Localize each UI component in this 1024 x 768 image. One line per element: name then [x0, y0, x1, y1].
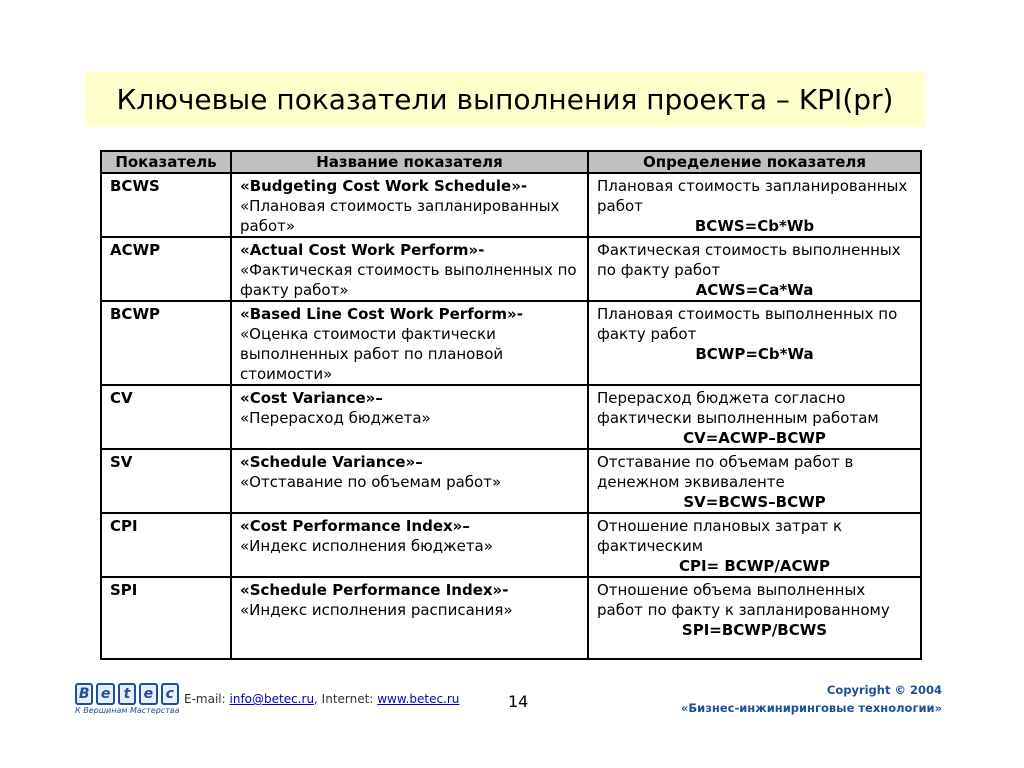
slide-title-box — [85, 72, 925, 127]
indicator-name — [231, 385, 588, 449]
indicator-name-ru: «Фактическая стоимость выполненных по факту работ» — [240, 261, 577, 299]
indicator-name-ru: «Индекс исполнения расписания» — [240, 601, 513, 619]
email-link[interactable]: info@betec.ru — [229, 692, 315, 706]
logo-letter: e — [96, 683, 114, 705]
definition-text: Отношение объема выполненных работ по факту к запланированному — [597, 581, 890, 619]
indicator-definition — [588, 173, 921, 237]
definition-text: Плановая стоимость выполненных по факту работ — [597, 305, 898, 343]
table-row — [101, 513, 921, 577]
indicator-name-en: «Budgeting Cost Work Schedule»- — [240, 177, 528, 195]
indicator-code: BCWP — [101, 301, 231, 385]
definition-formula: BCWP=Cb*Wa — [695, 345, 814, 363]
indicator-name-en: «Cost Performance Index»– — [240, 517, 470, 535]
definition-formula: CV=ACWP–BCWP — [683, 429, 826, 447]
indicator-definition — [588, 449, 921, 513]
header-definition: Определение показателя — [588, 151, 921, 173]
header-name: Название показателя — [231, 151, 588, 173]
betec-logo — [75, 683, 179, 713]
indicator-name-en: «Cost Variance»– — [240, 389, 383, 407]
indicator-name-ru: «Перерасход бюджета» — [240, 409, 431, 427]
copyright — [681, 681, 942, 717]
indicator-code: CPI — [101, 513, 231, 577]
indicator-name-ru: «Отставание по объемам работ» — [240, 473, 502, 491]
indicator-name — [231, 173, 588, 237]
indicator-name-ru: «Плановая стоимость запланированных работ» — [240, 197, 560, 235]
indicator-name-ru: «Оценка стоимости фактически выполненных работ по плановой стоимости» — [240, 325, 504, 383]
indicator-name-en: «Schedule Variance»– — [240, 453, 423, 471]
email-label: E-mail: — [184, 692, 226, 706]
table-row — [101, 449, 921, 513]
definition-formula: ACWS=Ca*Wa — [695, 281, 814, 299]
definition-text: Перерасход бюджета согласно фактически выполненным работам — [597, 389, 879, 427]
definition-text: Плановая стоимость запланированных работ — [597, 177, 908, 215]
table-header-row — [101, 151, 921, 173]
table-row — [101, 577, 921, 659]
indicator-definition — [588, 385, 921, 449]
table-row — [101, 173, 921, 237]
slide-title: Ключевые показатели выполнения проекта – KPI(pr) — [116, 83, 894, 116]
indicator-name — [231, 513, 588, 577]
table-row — [101, 237, 921, 301]
logo-letter: B — [75, 683, 93, 705]
indicator-name-en: «Actual Cost Work Perform»- — [240, 241, 485, 259]
indicator-name — [231, 449, 588, 513]
internet-label: , Internet: — [314, 692, 374, 706]
kpi-table — [100, 150, 922, 660]
footer-contacts — [184, 692, 459, 706]
indicator-name-ru: «Индекс исполнения бюджета» — [240, 537, 493, 555]
logo-tagline: К Вершинам Мастерства — [75, 706, 180, 715]
definition-formula: CPI= BCWP/ACWP — [679, 557, 830, 575]
indicator-code: CV — [101, 385, 231, 449]
table-row — [101, 385, 921, 449]
indicator-code: ACWP — [101, 237, 231, 301]
page-number: 14 — [508, 692, 529, 711]
definition-text: Отношение плановых затрат к фактическим — [597, 517, 843, 555]
website-link[interactable]: www.betec.ru — [377, 692, 460, 706]
header-indicator: Показатель — [101, 151, 231, 173]
indicator-definition — [588, 301, 921, 385]
indicator-code: SPI — [101, 577, 231, 659]
indicator-definition — [588, 577, 921, 659]
indicator-code: SV — [101, 449, 231, 513]
logo-letters — [75, 683, 179, 705]
indicator-definition — [588, 237, 921, 301]
logo-letter: c — [161, 683, 179, 705]
indicator-name-en: «Schedule Performance Index»- — [240, 581, 509, 599]
definition-formula: SPI=BCWP/BCWS — [681, 621, 828, 639]
logo-letter: e — [139, 683, 157, 705]
indicator-name — [231, 237, 588, 301]
indicator-name — [231, 577, 588, 659]
definition-text: Фактическая стоимость выполненных по факту работ — [597, 241, 901, 279]
logo-letter: t — [118, 683, 136, 705]
definition-text: Отставание по объемам работ в денежном эквиваленте — [597, 453, 854, 491]
definition-formula: SV=BCWS–BCWP — [683, 493, 826, 511]
table-row — [101, 301, 921, 385]
definition-formula: BCWS=Cb*Wb — [694, 217, 815, 235]
indicator-name — [231, 301, 588, 385]
indicator-code: BCWS — [101, 173, 231, 237]
indicator-name-en: «Based Line Cost Work Perform»- — [240, 305, 523, 323]
copyright-line: Copyright © 2004 — [826, 683, 942, 697]
company-name: «Бизнес-инжиниринговые технологии» — [680, 701, 942, 715]
indicator-definition — [588, 513, 921, 577]
